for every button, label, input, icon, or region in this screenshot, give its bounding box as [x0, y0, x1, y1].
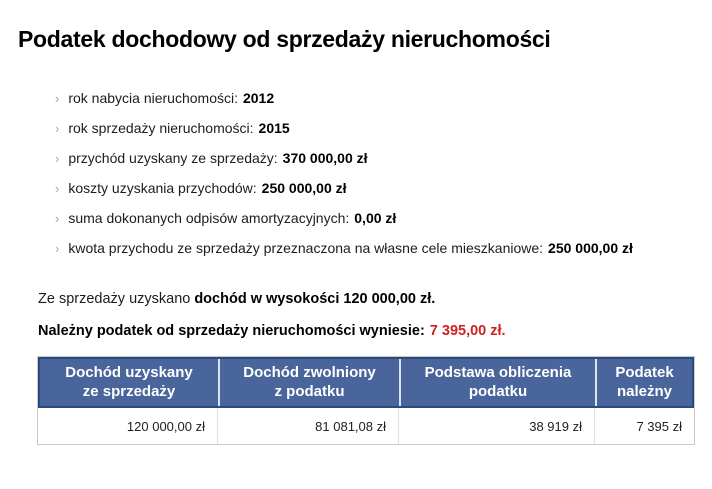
list-item [55, 210, 712, 227]
header-line: Dochód uzyskany [65, 364, 193, 381]
detail-value: 2012 [242, 90, 275, 106]
list-item [55, 180, 712, 197]
detail-value: 0,00 zł [354, 210, 397, 226]
income-summary [38, 291, 712, 308]
detail-value: 250 000,00 zł [261, 180, 347, 196]
detail-label: suma dokonanych odpisów amortyzacyjnych: [68, 210, 350, 226]
chevron-bullet-icon: › [55, 241, 60, 256]
detail-value: 2015 [258, 120, 290, 136]
chevron-bullet-icon: › [55, 181, 60, 196]
detail-label: koszty uzyskania przychodów: [68, 180, 257, 196]
income-summary-prefix: Ze sprzedaży uzyskano [38, 291, 191, 307]
cell-dochod-zwolniony: 81 081,08 zł [218, 408, 399, 444]
list-item [55, 240, 712, 257]
chevron-bullet-icon: › [55, 151, 60, 166]
tax-summary-label: Należny podatek od sprzedaży nieruchomości wyniesie: [38, 323, 425, 339]
column-header-podatek-nalezny [597, 359, 692, 406]
detail-label: przychód uzyskany ze sprzedaży: [68, 150, 278, 166]
list-item [55, 90, 712, 107]
column-header-podstawa-obliczenia [401, 359, 597, 406]
column-header-dochod-uzyskany [40, 359, 220, 406]
tax-amount: 7 395,00 zł. [429, 323, 506, 339]
column-header-dochod-zwolniony [220, 359, 401, 406]
details-list [55, 90, 712, 257]
tax-result-table [37, 356, 695, 445]
header-line: z podatku [274, 383, 345, 400]
header-line: Dochód zwolniony [243, 364, 376, 381]
header-line: Podstawa obliczenia [424, 364, 572, 381]
list-item [55, 150, 712, 167]
detail-label: rok sprzedaży nieruchomości: [68, 120, 254, 136]
detail-value: 370 000,00 zł [282, 150, 368, 166]
cell-podatek-nalezny: 7 395 zł [636, 419, 682, 434]
detail-value: 250 000,00 zł [548, 240, 633, 256]
table-header-row [38, 357, 694, 408]
cell-podstawa-obliczenia: 38 919 zł [399, 408, 595, 444]
detail-label: kwota przychodu ze sprzedaży przeznaczona na własne cele mieszkaniowe: [68, 240, 544, 256]
list-item [55, 120, 712, 137]
cell-dochod-uzyskany: 120 000,00 zł [38, 408, 218, 444]
header-line: podatku [468, 383, 528, 400]
table-row [38, 408, 694, 444]
header-line: ze sprzedaży [82, 383, 176, 400]
header-line: Podatek [615, 364, 674, 381]
chevron-bullet-icon: › [55, 91, 60, 106]
income-summary-amount: dochód w wysokości 120 000,00 zł. [194, 291, 436, 307]
header-line: należny [616, 383, 673, 400]
tax-summary [38, 323, 712, 340]
chevron-bullet-icon: › [55, 211, 60, 226]
detail-label: rok nabycia nieruchomości: [68, 90, 238, 106]
page-title: Podatek dochodowy od sprzedaży nieruchomości [18, 26, 551, 52]
chevron-bullet-icon: › [55, 121, 60, 136]
